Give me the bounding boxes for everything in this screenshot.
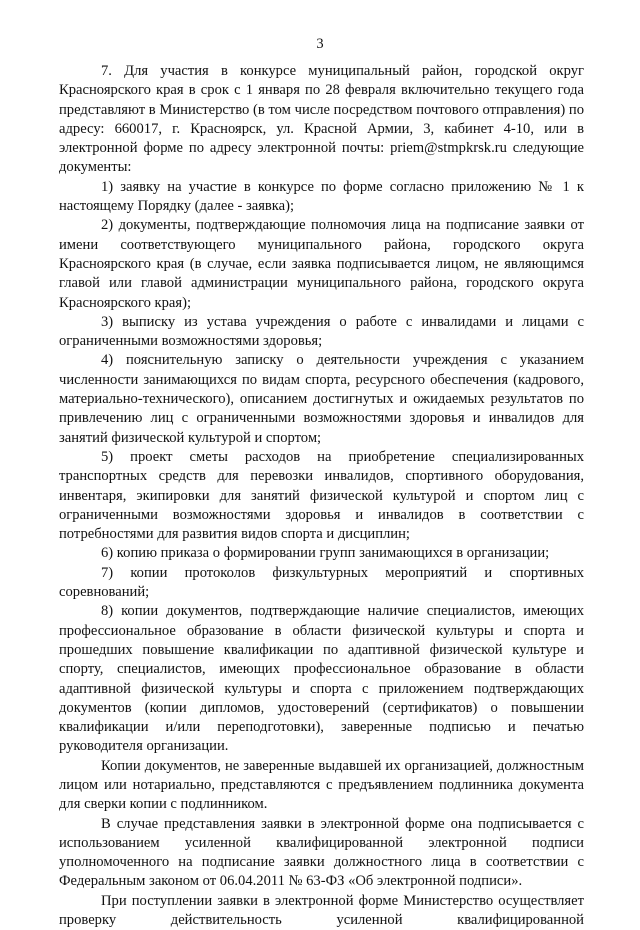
page-number: 3 [316,36,324,52]
paragraph-subitem-8: 8) копии документов, подтверждающие наличие специалистов, имеющих профессиональное образование в области физической культуры и спорта и прошедших повышение квалификации по адаптивной физической культуре и спорту, специалистов, имеющих профессиональное образование в области адаптивной физической культуры и спорта с приложением подтверждающих документов (копии дипломов, удостоверений (сертификатов) о повышении квалификации и/или переподготовки), заверенные подписью и печатью руководителя организации. [59,603,584,755]
paragraph-subitem-6: 6) копию приказа о формировании групп занимающихся в организации; [101,545,550,562]
paragraph-subitem-3: 3) выписку из устава учреждения о работе с инвалидами и лицами с ограниченными возможностями здоровья; [59,313,584,350]
paragraph-electronic-signature: В случае представления заявки в электронной форме она подписывается с использованием усиленной квалифицированной электронной подписи уполномоченного на подписание заявки должностного лица в соответствии с Федеральным законом от 06.04.2011 № 63-ФЗ «Об электронной подписи». [59,815,584,890]
paragraph-subitem-7: 7) копии протоколов физкультурных мероприятий и спортивных соревнований; [59,564,584,601]
paragraph-item-7: 7. Для участия в конкурсе муниципальный район, городской округ Красноярского края в срок с 1 января по 28 февраля включительно текущего года представляют в Министерство (в том числе посредством почтового отправления) по адресу: 660017, г. Красноярск, ул. Красной Армии, 3, кабинет 4-10, или в электронной форме по адресу электронной почты: priem@stmpkrsk.ru следующие документы: [59,63,584,176]
paragraph-subitem-5: 5) проект сметы расходов на приобретение специализированных транспортных средств для перевозки инвалидов, спортивного оборудования, инвентаря, экипировки для занятий физической культурой и спортом лиц с ограниченными возможностями здоровья и инвалидов в соответствии с потребностями для развития видов спорта и дисциплин; [59,448,584,543]
paragraph-subitem-2: 2) документы, подтверждающие полномочия лица на подписание заявки от имени соответствующего муниципального района, городского округа Красноярского края (в случае, если заявка подписывается лицом, не являющимся главой или главой администрации муниципального района, городского округа Красноярского края); [59,217,584,311]
paragraph-subitem-4: 4) пояснительную записку о деятельности учреждения с указанием численности занимающихся по видам спорта, ресурсного обеспечения (кадрового, материально-технического), описанием достигнутых и ожидаемых результатов по привлечению лиц с ограниченными возможностями здоровья и инвалидов для занятий физической культурой и спортом; [59,352,584,446]
document-body [59,62,584,930]
paragraph-verification: При поступлении заявки в электронной форме Министерство осуществляет проверку действительность усиленной квалифицированной [59,892,584,929]
paragraph-copies-note: Копии документов, не заверенные выдавшей их организацией, должностным лицом или нотариально, представляются с предъявлением подлинника документа для сверки копии с подлинником. [59,757,584,813]
paragraph-subitem-1: 1) заявку на участие в конкурсе по форме согласно приложению № 1 к настоящему Порядку (далее - заявка); [59,178,584,215]
